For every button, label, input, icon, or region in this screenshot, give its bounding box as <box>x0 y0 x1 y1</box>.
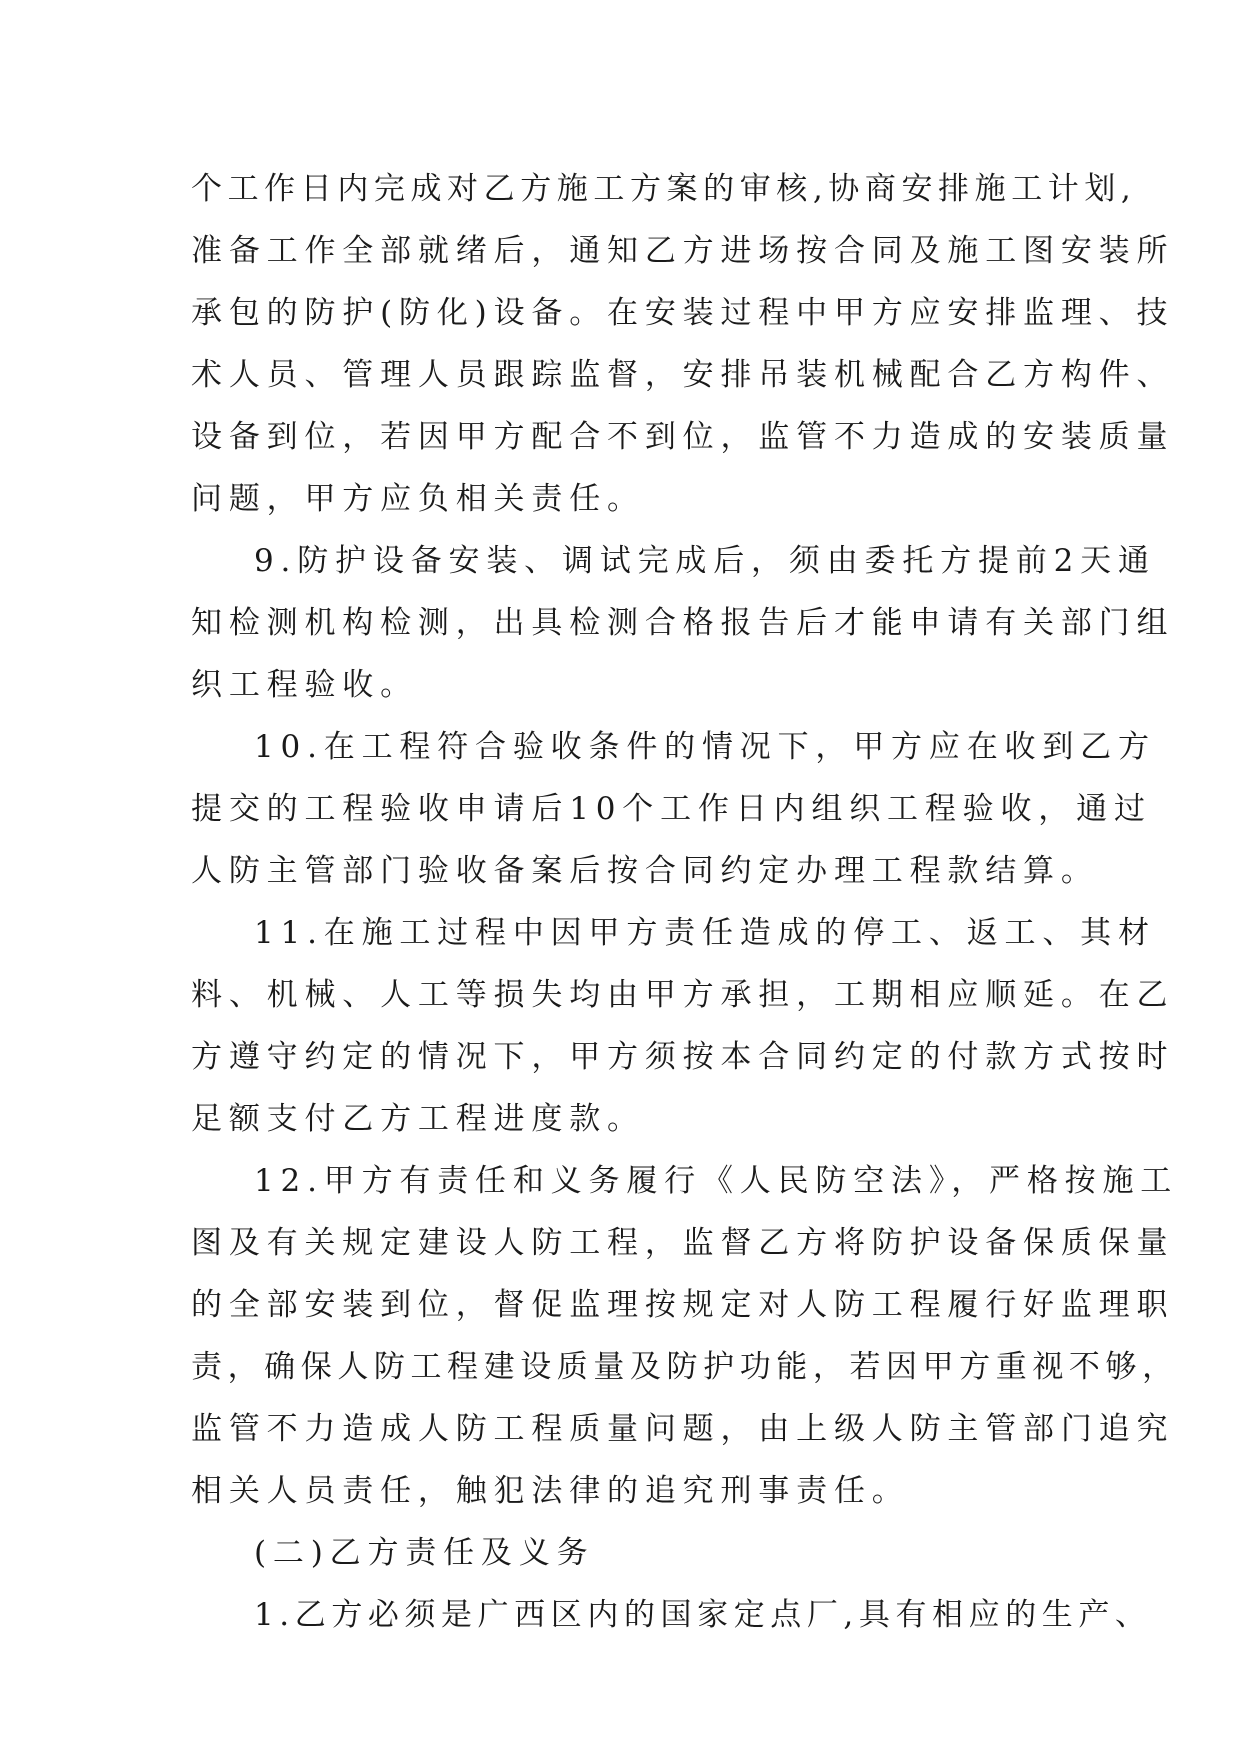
paragraph-start-1: 1.乙方必须是广西区内的国家定点厂,具有相应的生产、 <box>254 1597 1152 1633</box>
text-line: 知检测机构检测，出具检测合格报告后才能申请有关部门组 <box>191 605 1175 641</box>
text-line: 提交的工程验收申请后10个工作日内组织工程验收，通过 <box>191 791 1152 827</box>
text-line: 图及有关规定建设人防工程，监督乙方将防护设备保质保量 <box>191 1225 1175 1261</box>
section-heading: (二)乙方责任及义务 <box>254 1535 595 1571</box>
text-line: 方遵守约定的情况下，甲方须按本合同约定的付款方式按时 <box>191 1039 1175 1075</box>
text-line: 问题，甲方应负相关责任。 <box>191 481 645 517</box>
text-line: 相关人员责任，触犯法律的追究刑事责任。 <box>191 1473 910 1509</box>
text-line: 准备工作全部就绪后，通知乙方进场按合同及施工图安装所 <box>191 233 1175 269</box>
text-line: 监管不力造成人防工程质量问题，由上级人防主管部门追究 <box>191 1411 1175 1447</box>
text-line: 的全部安装到位，督促监理按规定对人防工程履行好监理职 <box>191 1287 1175 1323</box>
text-line: 织工程验收。 <box>191 667 418 703</box>
text-line: 个工作日内完成对乙方施工方案的审核,协商安排施工计划, <box>191 171 1137 207</box>
text-line: 术人员、管理人员跟踪监督，安排吊装机械配合乙方构件、 <box>191 357 1175 393</box>
text-line: 责，确保人防工程建设质量及防护功能，若因甲方重视不够， <box>191 1349 1179 1385</box>
paragraph-start-11: 11.在施工过程中因甲方责任造成的停工、返工、其材 <box>254 915 1156 951</box>
text-line: 足额支付乙方工程进度款。 <box>191 1101 645 1137</box>
paragraph-start-9: 9.防护设备安装、调试完成后，须由委托方提前2天通 <box>254 543 1156 579</box>
text-line: 承包的防护(防化)设备。在安装过程中甲方应安排监理、技 <box>191 295 1175 331</box>
text-line: 设备到位，若因甲方配合不到位，监管不力造成的安装质量 <box>191 419 1175 455</box>
text-line: 料、机械、人工等损失均由甲方承担，工期相应顺延。在乙 <box>191 977 1175 1013</box>
paragraph-start-10: 10.在工程符合验收条件的情况下，甲方应在收到乙方 <box>254 729 1156 765</box>
text-line: 人防主管部门验收备案后按合同约定办理工程款结算。 <box>191 853 1099 889</box>
paragraph-start-12: 12.甲方有责任和义务履行《人民防空法》，严格按施工 <box>254 1163 1179 1199</box>
document-body <box>191 158 1179 1646</box>
